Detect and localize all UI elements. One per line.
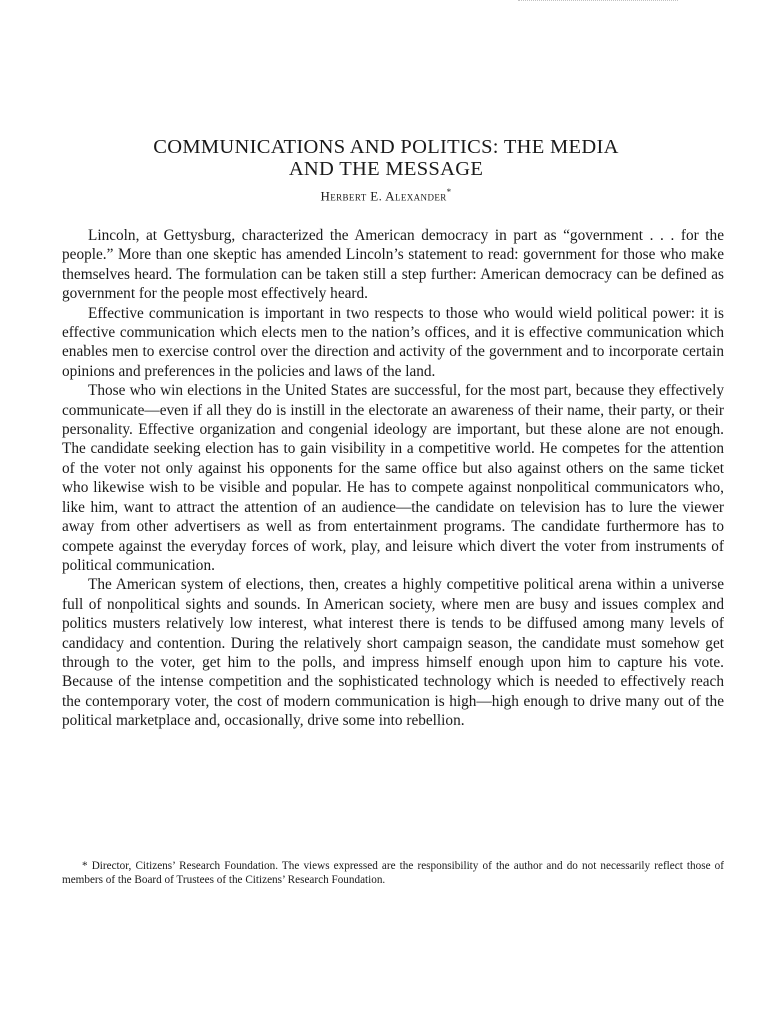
- article-title: [62, 136, 710, 180]
- article-body: [62, 226, 724, 731]
- paragraph-2: Effective communication is important in two respects to those who would wield political power: it is effective communication which elects men to the nation’s offices, and it is effective communication which enables men to exercise control over the direction and activity of the government and to incorporate certain opinions and preferences in the policies and laws of the land.: [62, 304, 724, 380]
- footnote: * Director, Citizens’ Research Foundation. The views expressed are the responsibility of the author and do not necessarily reflect those of members of the Board of Trustees of the Citizens’ Research Foundation.: [62, 860, 724, 887]
- title-line-2: AND THE MESSAGE: [288, 158, 484, 180]
- title-line-1: COMMUNICATIONS AND POLITICS: THE MEDIA: [153, 136, 619, 158]
- paragraph-1: Lincoln, at Gettysburg, characterized the American democracy in part as “government . . . for the people.” More than one skeptic has amended Lincoln’s statement to read: government for those who make themselves heard. The formulation can be taken still a step further: American democracy can be defined as government for the people most effectively heard.: [62, 227, 724, 303]
- scan-artifact: [518, 0, 678, 7]
- author-byline: [62, 187, 710, 204]
- paragraph-4: The American system of elections, then, creates a highly competitive political arena within a universe full of nonpolitical sights and sounds. In American society, where men are busy and issues complex and politics musters relatively low interest, what interest there is tends to be diffused among many levels of candidacy and contention. During the relatively short campaign season, the candidate must somehow get through to the voter, get him to the polls, and impress himself enough upon him to capture his vote. Because of the intense competition and the sophisticated technology which is needed to effectively reach the contemporary voter, the cost of modern communication is high—high enough to drive many out of the political marketplace and, occasionally, drive some into rebellion.: [62, 576, 724, 730]
- author-footnote-mark: *: [446, 187, 452, 197]
- author-name: Herbert E. Alexander: [320, 188, 447, 204]
- paragraph-3: Those who win elections in the United States are successful, for the most part, because they effectively communicate—even if all they do is instill in the electorate an awareness of their name, their party, or their personality. Effective organization and congenial ideology are important, but these alone are not enough. The candidate seeking election has to gain visibility in a competitive world. He competes for the attention of the voter not only against his opponents for the same office but also against others on the same ticket who likewise wish to be visible and popular. He has to compete against nonpolitical communicators who, like him, want to attract the attention of an audience—the candidate on television has to lure the viewer away from other advertisers as well as from entertainment programs. The candidate furthermore has to compete against the everyday forces of work, play, and leisure which divert the voter from instruments of political communication.: [62, 382, 724, 574]
